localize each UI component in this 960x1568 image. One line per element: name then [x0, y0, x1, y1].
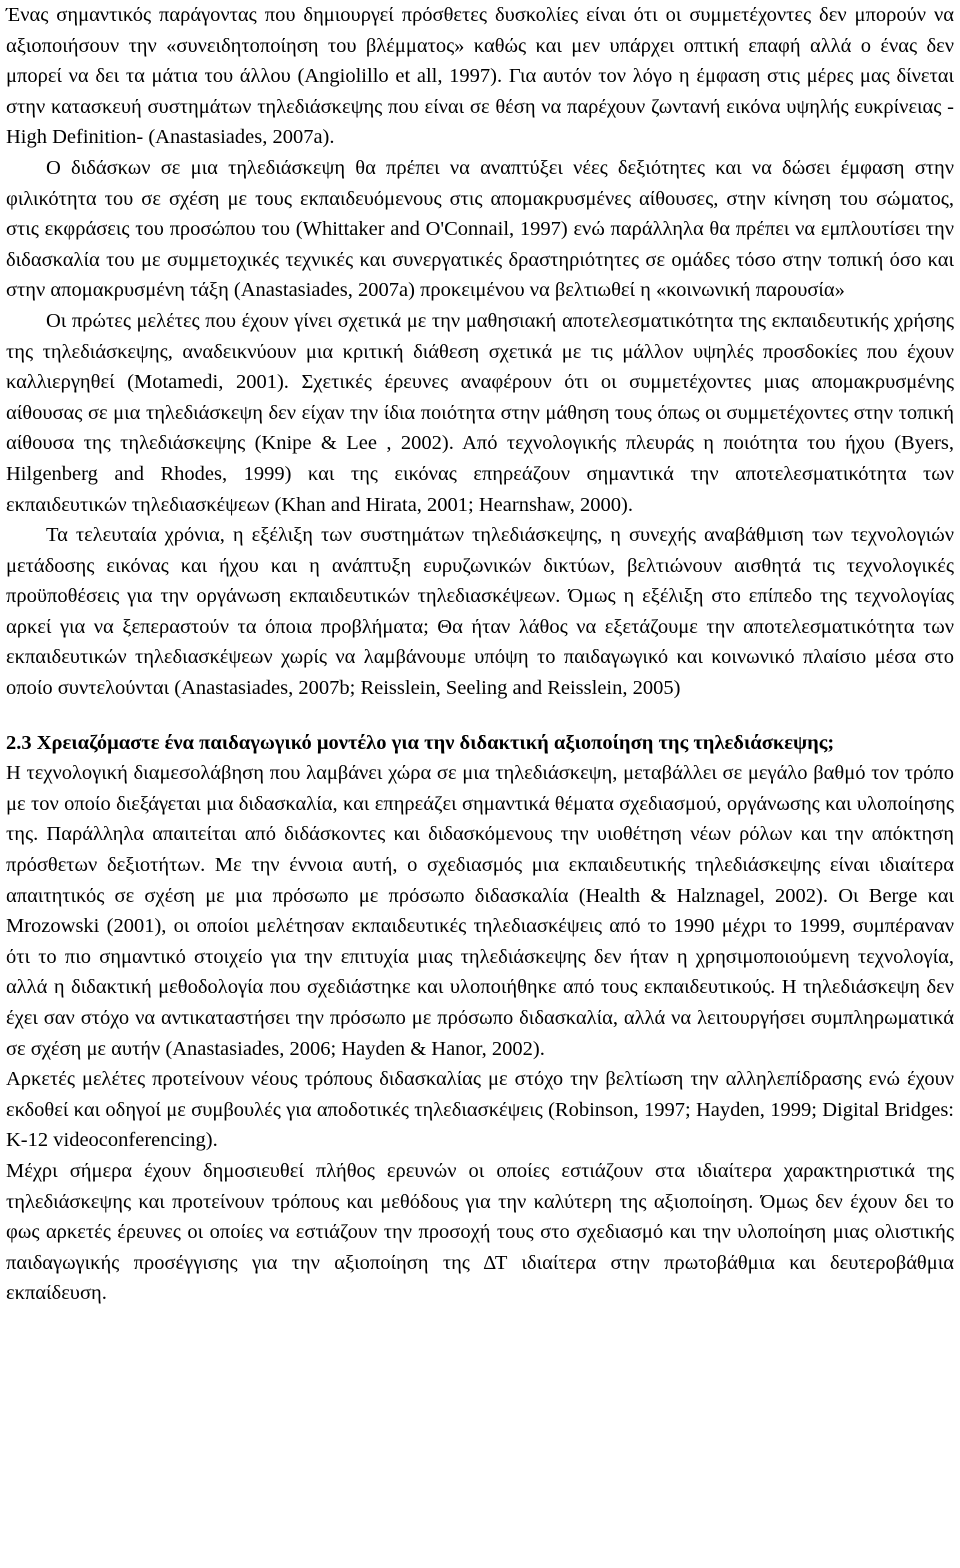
paragraph-4: Τα τελευταία χρόνια, η εξέλιξη των συστημάτων τηλεδιάσκεψης, η συνεχής αναβάθμιση των τεχνολογιών μετάδοσης εικόνας και ήχου και η ανάπτυξη ευρυζωνικών δικτύων, βελτιώνουν αισθητά τις τεχνολογικές προϋποθέσεις για την οργάνωση εκπαιδευτικών τηλεδιασκέψεων. Όμως η εξέλιξη στο επίπεδο της τεχνολογίας αρκεί για να ξεπεραστούν τα όποια προβλήματα; Θα ήταν λάθος να εξετάζουμε την αποτελεσματικότητα των εκπαιδευτικών τηλεδιασκέψεων χωρίς να λαμβάνουμε υπόψη το παιδαγωγικό και κοινωνικό πλαίσιο μέσα στο οποίο συντελούνται (Anastasiades, 2007b; Reisslein, Seeling and Reisslein, 2005) [6, 524, 954, 700]
paragraph-3: Οι πρώτες μελέτες που έχουν γίνει σχετικά με την μαθησιακή αποτελεσματικότητα της εκπαιδευτικής χρήσης της τηλεδιάσκεψης, αναδεικνύουν μια κριτική διάθεση σχετικά με τις μάλλον υψηλές προσδοκίες που έχουν καλλιεργηθεί (Motamedi, 2001). Σχετικές έρευνες αναφέρουν ότι οι συμμετέχοντες μιας απομακρυσμένης αίθουσας σε μια τηλεδιάσκεψη δεν είχαν την ίδια ποιότητα στην μάθηση τους όπως οι συμμετέχοντες στην τοπική αίθουσα της τηλεδιάσκεψης (Knipe & Lee , 2002). Από τεχνολογικής πλευράς η ποιότητα του ήχου (Byers, Hilgenberg and Rhodes, 1999) και της εικόνας επηρεάζουν σημαντικά την αποτελεσματικότητα των εκπαιδευτικών τηλεδιασκέψεων (Khan and Hirata, 2001; Hearnshaw, 2000). [6, 309, 954, 516]
section-paragraph-3: Μέχρι σήμερα έχουν δημοσιευθεί πλήθος ερευνών οι οποίες εστιάζουν στα ιδιαίτερα χαρακτηριστικά της τηλεδιάσκεψης και προτείνουν τρόπους και μεθόδους για την καλύτερη της αξιοποίηση. Όμως δεν έχουν δει το φως αρκετές έρευνες οι οποίες να εστιάζουν την προσοχή τους στο σχεδιασμό και την υλοποίηση μιας ολιστικής παιδαγωγικής προσέγγισης για την αξιοποίηση της ΔΤ ιδιαίτερα στην πρωτοβάθμια και δευτεροβάθμια εκπαίδευση. [6, 1159, 954, 1305]
paragraph-1: Ένας σημαντικός παράγοντας που δημιουργεί πρόσθετες δυσκολίες είναι ότι οι συμμετέχοντες δεν μπορούν να αξιοποιήσουν την «συνειδητοποίηση του βλέμματος» καθώς και μεν υπάρχει οπτική επαφή αλλά ο ένας δεν μπορεί να δει τα μάτια του άλλου (Angiolillo et all, 1997). Για αυτόν τον λόγο η έμφαση στις μέρες μας δίνεται στην κατασκευή συστημάτων τηλεδιάσκεψης που είναι σε θέση να παρέχουν ζωντανή εικόνα υψηλής ευκρίνειας -High Definition- (Anastasiades, 2007a). [6, 4, 954, 149]
section-gap [6, 704, 954, 728]
section-heading: 2.3 Χρειαζόμαστε ένα παιδαγωγικό μοντέλο για την διδακτική αξιοποίηση της τηλεδιάσκεψης; [6, 731, 835, 754]
section-paragraph-1: Η τεχνολογική διαμεσολάβηση που λαμβάνει χώρα σε μια τηλεδιάσκεψη, μεταβάλλει σε μεγάλο βαθμό τον τρόπο με τον οποίο διεξάγεται μια διδασκαλία, και επηρεάζει σημαντικά θέματα σχεδιασμού, οργάνωσης και υλοποίησης της. Παράλληλα απαιτείται από διδάσκοντες και διδασκόμενους την υιοθέτηση νέων ρόλων και την απόκτηση πρόσθετων δεξιοτήτων. Με την έννοια αυτή, ο σχεδιασμός μια εκπαιδευτικής τηλεδιάσκεψης είναι ιδιαίτερα απαιτητικός σε σχέση με μια πρόσωπο με πρόσωπο διδασκαλία (Health & Halznagel, 2002). Οι Berge και Mrozowski (2001), οι οποίοι μελέτησαν εκπαιδευτικές τηλεδιασκέψεις από το 1990 μέχρι το 1999, συμπέραναν ότι το πιο σημαντικό στοιχείο για την επιτυχία μιας τηλεδιάσκεψης δεν ήταν η χρησιμοποιούμενη τεχνολογία, αλλά η διδακτική μεθοδολογία που σχεδιάστηκε και υλοποιήθηκε από τους εκπαιδευτικούς. Η τηλεδιάσκεψη δεν έχει σαν στόχο να αντικαταστήσει την πρόσωπο με πρόσωπο διδασκαλία, αλλά να λειτουργήσει συμπληρωματικά σε σχέση με αυτήν (Anastasiades, 2006; Hayden & Hanor, 2002). [6, 762, 954, 1060]
paragraph-2: Ο διδάσκων σε μια τηλεδιάσκεψη θα πρέπει να αναπτύξει νέες δεξιότητες και να δώσει έμφαση στην φιλικότητα του σε σχέση με τους εκπαιδευόμενους στις απομακρυσμένες αίθουσες, στην κίνηση του σώματος, στις εκφράσεις του προσώπου του (Whittaker and O'Connail, 1997) ενώ παράλληλα θα πρέπει να εμπλουτίσει την διδασκαλία του με συμμετοχικές τεχνικές και συνεργατικές δραστηριότητες σε ομάδες τόσο στην τοπική όσο και στην απομακρυσμένη τάξη (Anastasiades, 2007a) προκειμένου να βελτιωθεί η «κοινωνική παρουσία» [6, 156, 954, 302]
section-paragraph-2: Αρκετές μελέτες προτείνουν νέους τρόπους διδασκαλίας με στόχο την βελτίωση την αλληλεπίδρασης ενώ έχουν εκδοθεί και οδηγοί με συμβουλές για αποδοτικές τηλεδιασκέψεις (Robinson, 1997; Hayden, 1999; Digital Bridges: K-12 videoconferencing). [6, 1068, 954, 1152]
